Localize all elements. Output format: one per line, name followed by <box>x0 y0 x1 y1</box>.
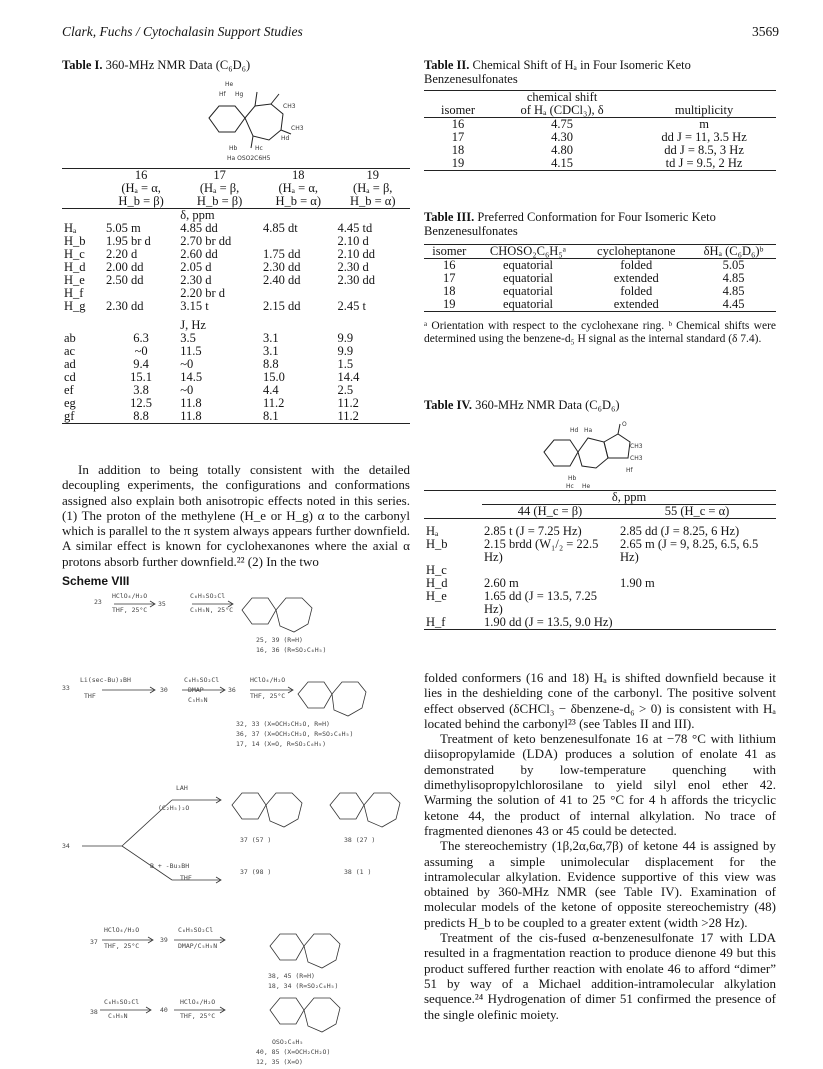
table1-shift-row-cell-2: 2.05 d <box>180 260 212 274</box>
scheme-r1-label1: 25, 39 (R=H) <box>256 636 303 644</box>
table2-row-cell-2: dd J = 8.5, 3 Hz <box>664 143 744 157</box>
table1-shift-row-cell-0: H_d <box>64 260 86 274</box>
scheme-r3-prod3: 37 (98 ) <box>240 868 272 876</box>
table1-shift-row-cell-0: H_e <box>64 273 85 287</box>
scheme-r2-start: 33 <box>62 684 70 692</box>
table2-row-cell-0: 18 <box>451 143 465 157</box>
table4-row <box>424 577 776 590</box>
table3-row-cell-2: extended <box>613 297 659 311</box>
table1-shift-row-cell-0: H_g <box>64 299 86 313</box>
table1-j-row-cell-1: 12.5 <box>130 396 153 410</box>
table1-j-row-cell-3: 4.4 <box>262 383 279 397</box>
table1-col-header-19: 19 (Hₐ = β, H_b = α) <box>349 168 396 208</box>
table2-row-cell-1: 4.75 <box>551 117 573 131</box>
table4-row-cell-1: 2.15 brdd (W₁/₂ = 22.5 Hz) <box>484 537 599 564</box>
table3-row-cell-3: 5.05 <box>722 258 745 272</box>
scheme-r2-label2: 36, 37 (X=OCH₂CH₂O, R=SO₂C₆H₅) <box>236 730 354 738</box>
table4-row-cell-0: Hₐ <box>426 524 439 538</box>
table1-shift-row-cell-1: 1.95 br d <box>106 234 151 248</box>
table1-j-row-cell-0: eg <box>64 396 76 410</box>
scheme-r5-mid: 40 <box>160 1006 168 1014</box>
svg-text:CH3: CH3 <box>630 455 643 462</box>
scheme-r5-reagent2-bot: THF, 25°C <box>180 1012 216 1020</box>
body-right-p4: Treatment of the cis-fused α-benzenesulfonate 17 with LDA resulted in a fragmentation reaction to produce dienone 49 but this product suffered further reaction with enolate 46 to afford “dimer” 51 by way of a Michael addition-intramolecular alkylation sequence.²⁴ Hydrogenation of dimer 51 confirmed the presence of the single olefinic moiety. <box>424 930 776 1022</box>
table2-row-cell-2: dd J = 11, 3.5 Hz <box>661 130 747 144</box>
table2-row-cell-2: m <box>699 117 709 131</box>
table3-caption <box>424 210 776 238</box>
scheme-r5-reagent2-top: HClO₄/H₂O <box>180 998 216 1006</box>
body-right-p3: The stereochemistry (1β,2α,6α,7β) of ketone 44 is assigned by assuming a simple unimolecular displacement for the intramolecular alkylation. Evidence supportive of this view was obtained by 360-MHz NMR (see Table IV). Examination of molecular models of the ketone of opposite stereochemistry (48) predicts H_b to be coupled to a greater extent (width >28 Hz). <box>424 838 776 930</box>
table2-row-cell-0: 19 <box>451 156 465 170</box>
table1-j-row-cell-4: 9.9 <box>337 344 354 358</box>
table4-row-cell-0: H_b <box>426 537 448 551</box>
table4-row-cell-2: 1.90 m <box>620 576 655 590</box>
scheme-r1-start: 23 <box>94 598 102 606</box>
table1-shift-row-cell-4: 2.10 dd <box>337 247 375 261</box>
table1-j-row-cell-2: 11.8 <box>180 396 202 410</box>
table3-row-cell-1: equatorial <box>503 271 553 285</box>
table1-shift-row-cell-2: 2.70 br dd <box>180 234 232 248</box>
table3-row-cell-2: folded <box>620 284 653 298</box>
body-right-p1: folded conformers (16 and 18) Hₐ is shifted downfield because it lies in the deshielding cone of the carbonyl. The positive solvent effect observed (δCHCl₃ − δbenzene-d₆ > 0) is consistent with Hₐ located behind the carbonyl²³ (see Tables II and III). <box>424 670 776 731</box>
table2 <box>424 90 776 171</box>
table4-structure <box>538 420 648 490</box>
svg-text:Hf: Hf <box>219 91 226 98</box>
scheme-diagram <box>62 590 422 1040</box>
table1-j-row-cell-4: 11.2 <box>337 396 359 410</box>
scheme-r2-reagent3-bot: THF, 25°C <box>250 692 286 700</box>
scheme-r2-reagent-top: Li(sec-Bu)₃BH <box>80 676 131 684</box>
table1-shift-row-cell-1: 5.05 m <box>106 221 141 235</box>
table1-j-row <box>62 410 410 424</box>
running-header-title: Clark, Fuchs / Cytochalasin Support Studies <box>62 24 303 39</box>
table2-row <box>424 118 776 132</box>
body-paragraphs-right <box>424 670 776 1022</box>
svg-text:Hb: Hb <box>568 475 577 482</box>
table1-shift-row-cell-1: 2.00 dd <box>106 260 144 274</box>
table3-col-header-1: CHOSO₂C₆H₅ᵃ <box>489 244 567 258</box>
table1-shift-row-cell-3: 4.85 dt <box>262 221 298 235</box>
table1-j-row-cell-3: 8.1 <box>262 409 279 423</box>
svg-text:Hc: Hc <box>255 145 263 152</box>
table4-row-cell-1: 1.90 dd (J = 13.5, 9.0 Hz) <box>484 615 613 629</box>
svg-text:Ha: Ha <box>584 427 593 434</box>
table1-j-row-cell-0: gf <box>64 409 75 423</box>
table2-caption-label: Table II. <box>424 58 470 72</box>
svg-text:Hd: Hd <box>570 427 579 434</box>
svg-text:Hb: Hb <box>229 145 238 152</box>
table4-row <box>424 616 776 630</box>
table1-shift-row-cell-1: 2.50 dd <box>106 273 144 287</box>
table1-shift-row-cell-0: H_f <box>64 286 84 300</box>
table3-row-cell-1: equatorial <box>503 297 553 311</box>
scheme-r4-label1: 38, 45 (R=H) <box>268 972 315 980</box>
table1-col-header-16: 16 (Hₐ = α, H_b = β) <box>118 168 164 208</box>
scheme-r4-mid: 39 <box>160 936 168 944</box>
table2-col-mult: multiplicity <box>674 103 734 117</box>
table4-row <box>424 564 776 577</box>
table4-row-cell-0: H_d <box>426 576 448 590</box>
table1-j-row-cell-0: ac <box>64 344 76 358</box>
table1-j-row-cell-4: 11.2 <box>337 409 359 423</box>
scheme-r5-label2: 12, 35 (X=O) <box>256 1058 303 1066</box>
table3-caption-text: Preferred Conformation for Four Isomeric Keto Benzenesulfonates <box>424 210 716 238</box>
scheme-r2-mid2: 36 <box>228 686 236 694</box>
table3-row-cell-3: 4.85 <box>722 271 745 285</box>
table3-row <box>424 259 776 273</box>
table1-j-row-cell-1: 6.3 <box>133 331 149 345</box>
table1-caption-text: 360-MHz NMR Data (C₆D₆) <box>105 58 251 72</box>
table2-col-isomer: isomer <box>440 103 476 117</box>
table1-shift-row-cell-3: 2.15 dd <box>262 299 301 313</box>
table1-j-row <box>62 345 410 358</box>
table4-row <box>424 538 776 564</box>
scheme-r2-reagent2-top: C₆H₅SO₂Cl <box>184 676 220 684</box>
table4-row-cell-0: H_c <box>426 563 447 577</box>
table4-row-cell-2 <box>618 590 776 616</box>
table1-j-row-cell-3: 8.8 <box>262 357 279 371</box>
table1-j-row-cell-1: ~0 <box>134 344 148 358</box>
table3-row-cell-0: 18 <box>443 284 456 298</box>
table2-row-cell-0: 16 <box>451 117 465 131</box>
table4-caption-text: 360-MHz NMR Data (C₆D₆) <box>475 398 620 412</box>
table1-shift-row-cell-0: H_b <box>64 234 86 248</box>
scheme-r4-reagent-bot: THF, 25°C <box>104 942 140 950</box>
scheme-r1-reagent2-bot: C₅H₅N, 25°C <box>190 606 234 614</box>
scheme-r3-reagent-top: LAH <box>176 784 188 792</box>
table1 <box>62 168 410 424</box>
table1-shift-row-cell-2: 4.85 dd <box>180 221 218 235</box>
table1-j-row-cell-3: 15.0 <box>262 370 285 384</box>
scheme-r3-prod1: 37 (57 ) <box>240 836 272 844</box>
table1-shift-row-cell-2: 2.60 dd <box>180 247 218 261</box>
table3-row <box>424 298 776 312</box>
scheme-r1-reagent-top: HClO₄/H₂O <box>112 592 148 600</box>
table1-j-row-cell-2: 11.8 <box>180 409 202 423</box>
table1-j-row-cell-1: 8.8 <box>133 409 149 423</box>
table2-row-cell-1: 4.80 <box>551 143 573 157</box>
table1-shift-row-cell-2: 2.30 d <box>180 273 212 287</box>
table1-shift-row-cell-4: 2.30 d <box>337 260 369 274</box>
table3-row-cell-0: 19 <box>443 297 456 311</box>
table3-col-header-0: isomer <box>432 244 467 258</box>
table3-row-cell-3: 4.45 <box>722 297 745 311</box>
scheme-r3-reagent-mid: (C₂H₅)₂O <box>158 804 190 812</box>
scheme-r3-start: 34 <box>62 842 70 850</box>
scheme-r4-reagent-top: HClO₄/H₂O <box>104 926 140 934</box>
table3-row-cell-0: 16 <box>443 258 456 272</box>
table2-row <box>424 157 776 171</box>
svg-text:He: He <box>225 81 234 88</box>
table1-j-row-cell-4: 14.4 <box>337 370 360 384</box>
scheme-r2-label3: 17, 14 (X=O, R=SO₂C₆H₅) <box>236 740 327 748</box>
table1-caption <box>62 58 402 72</box>
svg-text:O: O <box>622 421 627 428</box>
scheme-r3-reagent-low: B + -Bu₃BH <box>150 862 190 870</box>
table4-row-cell-0: H_f <box>426 615 446 629</box>
table1-j-row-cell-2: 11.5 <box>180 344 202 358</box>
svg-text:CH3: CH3 <box>291 125 304 132</box>
table4 <box>424 490 776 630</box>
scheme-r1-mid: 35 <box>158 600 166 608</box>
scheme-r4-reagent2-bot: DMAP/C₅H₅N <box>178 942 218 950</box>
table1-j-row-cell-1: 3.8 <box>133 383 149 397</box>
table2-row-cell-2: td J = 9.5, 2 Hz <box>665 156 743 170</box>
table1-shift-row-cell-3: 2.30 dd <box>262 260 301 274</box>
scheme-r5-label0: OSO₂C₆H₅ <box>272 1038 304 1046</box>
table4-row-cell-1: 2.60 m <box>484 576 519 590</box>
table4-row-cell-1: 1.65 dd (J = 13.5, 7.25 Hz) <box>484 589 597 616</box>
table1-shift-row-cell-2: 2.20 br d <box>180 286 226 300</box>
table1-shift-row-cell-0: Hₐ <box>64 221 77 235</box>
svg-text:Hd: Hd <box>281 135 290 142</box>
table1-shift-header: δ, ppm <box>180 208 215 222</box>
table1-j-row-cell-0: ef <box>64 383 74 397</box>
table1-col-header-17: 17 (Hₐ = β, H_b = β) <box>196 168 243 208</box>
scheme-r2-reagent3-top: HClO₄/H₂O <box>250 676 286 684</box>
table1-shift-row-cell-1: 2.30 dd <box>106 299 144 313</box>
table4-caption-label: Table IV. <box>424 398 472 412</box>
table2-row-cell-1: 4.15 <box>551 156 573 170</box>
svg-text:Hc: Hc <box>566 483 574 490</box>
table1-shift-row-cell-0: H_c <box>64 247 85 261</box>
table1-j-row-cell-3: 11.2 <box>262 396 285 410</box>
table4-caption <box>424 398 776 412</box>
scheme-r5-reagent-top: C₆H₅SO₂Cl <box>104 998 140 1006</box>
table3-row-cell-0: 17 <box>443 271 456 285</box>
table1-structure <box>195 78 305 163</box>
table3-row-cell-2: folded <box>620 258 653 272</box>
table1-j-row-cell-1: 9.4 <box>133 357 149 371</box>
table1-j-header: J, Hz <box>180 318 206 332</box>
svg-text:Ha OSO2C6H5: Ha OSO2C6H5 <box>227 155 271 162</box>
table1-shift-row-cell-4: 2.30 dd <box>337 273 375 287</box>
table1-shift-row-cell-2: 3.15 t <box>180 299 209 313</box>
table1-shift-row-cell-3: 1.75 dd <box>262 247 301 261</box>
scheme-r3-prod2: 38 (27 ) <box>344 836 376 844</box>
page-number: 3569 <box>752 24 779 39</box>
table1-j-row-cell-0: ad <box>64 357 76 371</box>
table1-j-row-cell-2: ~0 <box>180 357 194 371</box>
scheme-r1-reagent-bot: THF, 25°C <box>112 606 148 614</box>
table3-footnote: ᵃ Orientation with respect to the cyclohexane ring. ᵇ Chemical shifts were determined using the benzene-d₅ H signal as the internal standard (δ 7.4). <box>424 320 776 345</box>
scheme-r1-reagent2-top: C₆H₅SO₂Cl <box>190 592 226 600</box>
svg-text:He: He <box>582 483 591 490</box>
scheme-r3-reagent-low2: THF <box>180 874 192 882</box>
table3 <box>424 244 776 312</box>
scheme-r4-label2: 18, 34 (R=SO₂C₆H₅) <box>268 982 339 990</box>
scheme-r2-mid1: 30 <box>160 686 168 694</box>
table1-shift-row <box>62 274 410 287</box>
body-paragraph-left: In addition to being totally consistent with the detailed decoupling experiments, the configurations and conformations assigned also explain both anisotropic effects noted in this series. (1) The proton of the methylene (H_e or H_g) α to the carbonyl which is parallel to the π system always appears further downfield. A similar effect is known for cyclohexanones where the axial α protons absorb further downfield.²² (2) In the two <box>62 462 410 569</box>
table4-row-cell-2 <box>618 616 776 630</box>
table1-j-row-cell-3: 3.1 <box>262 331 279 345</box>
table3-row-cell-2: extended <box>613 271 659 285</box>
table2-caption <box>424 58 776 86</box>
table2-row-cell-0: 17 <box>451 130 465 144</box>
scheme-r4-start: 37 <box>90 938 98 946</box>
table2-row-cell-1: 4.30 <box>551 130 573 144</box>
svg-text:CH3: CH3 <box>283 103 296 110</box>
scheme-r3-prod4: 38 (1 ) <box>344 868 372 876</box>
table1-j-row <box>62 332 410 345</box>
body-right-p2: Treatment of keto benzenesulfonate 16 at −78 °C with lithium diisopropylamide (LDA) produces a solution of enolate 41 as demonstrated by low-temperature quenching with dimethylisopropylchlorosilane to yield silyl enol ether 42. Warming the solution of 41 to 25 °C for 4 h affords the tricyclic ketone 44, the product of internal alkylation. No trace of fragmented dienones 43 or 45 could be detected. <box>424 731 776 838</box>
table3-row-cell-3: 4.85 <box>722 284 745 298</box>
table1-j-row-cell-0: cd <box>64 370 76 384</box>
svg-text:Hg: Hg <box>235 91 244 98</box>
svg-text:CH3: CH3 <box>630 443 643 450</box>
table3-col-header-2: cycloheptanone <box>597 244 676 258</box>
scheme-r2-reagent2-mid: DMAP <box>188 686 204 694</box>
table4-col-44: 44 (H_c = β) <box>482 505 618 519</box>
table1-shift-row-cell-1: 2.20 d <box>106 247 138 261</box>
table1-shift-row-cell-4: 2.10 d <box>337 234 369 248</box>
scheme-r5-label1: 40, 85 (X=OCH₂CH₂O) <box>256 1048 331 1056</box>
table4-row-cell-2: 2.85 dd (J = 8.25, 6 Hz) <box>620 524 740 538</box>
table4-row-cell-1: 2.85 t (J = 7.25 Hz) <box>484 524 582 538</box>
table1-col-header-18: 18 (Hₐ = α, H_b = α) <box>275 168 321 208</box>
table1-j-row-cell-3: 3.1 <box>262 344 279 358</box>
scheme-title: Scheme VIII <box>62 574 130 588</box>
table1-j-row-cell-0: ab <box>64 331 76 345</box>
table4-row-cell-0: H_e <box>426 589 447 603</box>
table1-j-row-cell-1: 15.1 <box>130 370 153 384</box>
table1-caption-label: Table I. <box>62 58 103 72</box>
table3-caption-label: Table III. <box>424 210 475 224</box>
scheme-r1-label2: 16, 36 (R=SO₂C₆H₅) <box>256 646 327 654</box>
table3-row-cell-1: equatorial <box>503 258 553 272</box>
table2-caption-text: Chemical Shift of Hₐ in Four Isomeric Keto Benzenesulfonates <box>424 58 691 86</box>
table1-j-row <box>62 371 410 384</box>
scheme-r5-start: 38 <box>90 1008 98 1016</box>
scheme-r5-reagent-bot: C₅H₅N <box>108 1012 128 1020</box>
table3-col-header-3: δHₐ (C₆D₆)ᵇ <box>703 244 764 258</box>
table4-col-55: 55 (H_c = α) <box>618 505 776 519</box>
table4-row-cell-2: 2.65 m (J = 9, 8.25, 6.5, 6.5 Hz) <box>620 537 759 564</box>
table3-row-cell-1: equatorial <box>503 284 553 298</box>
table1-shift-row <box>62 300 410 313</box>
scheme-r4-reagent2-top: C₆H₅SO₂Cl <box>178 926 214 934</box>
table2-col-shift: chemical shift of Hₐ (CDCl₃), δ <box>520 90 604 117</box>
scheme-r2-reagent2-bot: C₅H₅N <box>188 696 208 704</box>
table4-shift-header: δ, ppm <box>611 490 647 504</box>
table1-j-row-cell-2: 14.5 <box>180 370 203 384</box>
table1-shift-row-cell-4: 4.45 td <box>337 221 373 235</box>
table1-j-row-cell-4: 1.5 <box>337 357 354 371</box>
scheme-r2-label1: 32, 33 (X=OCH₂CH₂O, R=H) <box>236 720 330 728</box>
table1-j-row-cell-4: 2.5 <box>337 383 354 397</box>
table1-j-row-cell-2: ~0 <box>180 383 194 397</box>
scheme-r2-reagent-bot: THF <box>84 692 96 700</box>
table4-row <box>424 590 776 616</box>
table1-j-row-cell-2: 3.5 <box>180 331 196 345</box>
table1-shift-row-cell-3: 2.40 dd <box>262 273 301 287</box>
svg-text:Hf: Hf <box>626 467 633 474</box>
table1-shift-row-cell-4: 2.45 t <box>337 299 366 313</box>
table1-j-row-cell-4: 9.9 <box>337 331 354 345</box>
